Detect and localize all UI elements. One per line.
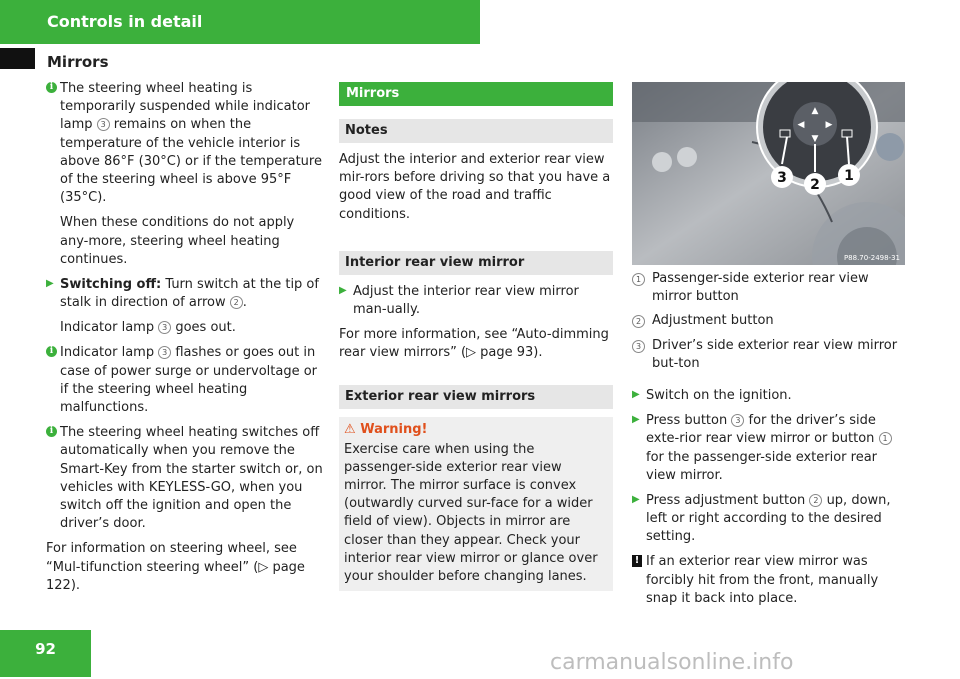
step-text: Adjust the interior rear view mirror man-ually. <box>353 283 579 317</box>
info-note <box>46 80 323 269</box>
page-number: 92 <box>35 640 56 658</box>
callout-number: 3 <box>158 321 171 334</box>
callout-number: 2 <box>230 296 243 309</box>
section-title: Mirrors <box>47 53 109 71</box>
photo-callout-3: 3 <box>777 170 787 186</box>
info-paragraph: When these conditions do not apply any-more, steering wheel heating continues. <box>60 215 295 267</box>
info-paragraph: Indicator lamp 3 flashes or goes out in case of power surge or undervoltage or if the steering wheel heating malfunctions. <box>60 345 318 415</box>
notes-paragraph: Adjust the interior and exterior rear view mir-rors before driving so that you have a good view of the road and traffic conditions. <box>339 152 611 222</box>
step-text: Switching off: Turn switch at the tip of stalk in direction of arrow 2 . <box>60 276 319 311</box>
svg-text:▲: ▲ <box>811 106 819 116</box>
cross-reference: For information on steering wheel, see “Mul-tifunction steering wheel” (▷ page 122). <box>46 541 305 593</box>
info-paragraph: The steering wheel heating switches off automatically when you remove the Smart-Key from the starter switch or, on vehicles with KEYLESS-GO, when you switch off the ignition and open the driver’s door. <box>60 425 323 532</box>
photo-callout-2: 2 <box>810 177 820 193</box>
photo-callout-1: 1 <box>844 168 854 184</box>
step-text: Switch on the ignition. <box>646 387 792 403</box>
column-1 <box>46 80 323 602</box>
note-item <box>632 553 908 608</box>
callout-number: 3 <box>731 414 744 427</box>
arrow-bullet-icon: ▶ <box>632 493 640 505</box>
note-text: If an exterior rear view mirror was forcibly hit from the front, manually snap it back into place. <box>646 554 879 606</box>
legend-item: 2 Adjustment button <box>632 312 908 330</box>
column-2 <box>339 82 613 591</box>
legend-item: 3 Driver’s side exterior rear view mirror but-ton <box>632 337 908 373</box>
step-item <box>632 412 908 485</box>
callout-number: 3 <box>97 118 110 131</box>
subsection-bar-interior: Interior rear view mirror <box>339 251 613 275</box>
legend-number: 2 <box>632 315 645 328</box>
subsection-bar-notes: Notes <box>339 119 613 143</box>
arrow-bullet-icon: ▶ <box>632 414 640 426</box>
callout-number: 3 <box>158 346 171 359</box>
exclamation-icon: ! <box>632 555 642 567</box>
subsection-bar-exterior: Exterior rear view mirrors <box>339 385 613 409</box>
legend-item: 1 Passenger-side exterior rear view mirror button <box>632 270 908 306</box>
column-3 <box>632 270 908 615</box>
page-ref-arrow-icon: ▷ <box>258 559 269 575</box>
warning-box <box>339 417 613 592</box>
chapter-header-bar <box>0 0 480 44</box>
step-item <box>632 387 908 405</box>
callout-number: 1 <box>879 432 892 445</box>
step-text: Press adjustment button 2 up, down, left or right according to the desired setting. <box>646 492 891 545</box>
step-text: Press button 3 for the driver’s side exte-rior rear view mirror or button 1 for the passenger-side exterior rear view mirror. <box>646 412 908 485</box>
arrow-bullet-icon: ▶ <box>339 284 347 296</box>
warning-triangle-icon: ⚠ <box>344 421 356 437</box>
warning-text: Exercise care when using the passenger-side exterior rear view mirror. The mirror surface is convex (outwardly curved sur-face for a wider field of view). Objects in mirror are closer than they appear. Check your interior rear view mirror or glance over your shoulder before changing lanes. <box>344 441 598 584</box>
photo-code: P88.70-2498-31 <box>843 254 900 262</box>
info-note <box>46 344 323 417</box>
page-ref-arrow-icon: ▷ <box>466 345 477 361</box>
step-item <box>46 276 323 338</box>
info-paragraph: The steering wheel heating is temporarily suspended while indicator lamp 3 remains on when the temperature of the vehicle interior is above 86°F (30°C) or if the temperature of the steering wheel is above 95°F (35°C). <box>60 81 322 206</box>
arrow-bullet-icon: ▶ <box>46 277 54 289</box>
step-item <box>339 283 613 319</box>
arrow-bullet-icon: ▶ <box>632 388 640 400</box>
mirror-control-photo <box>632 82 905 265</box>
info-note <box>46 424 323 533</box>
section-marker <box>0 48 35 69</box>
page-number-box <box>0 630 91 677</box>
chapter-title: Controls in detail <box>47 12 203 31</box>
warning-heading: ⚠ Warning! <box>344 421 428 437</box>
cross-reference: For more information, see “Auto-dimming rear view mirrors” (▷ page 93). <box>339 327 609 361</box>
legend-number: 1 <box>632 273 645 286</box>
section-bar-mirrors: Mirrors <box>339 82 613 106</box>
callout-number: 2 <box>809 494 822 507</box>
info-icon: i <box>46 82 57 93</box>
step-item <box>632 492 908 547</box>
svg-text:▼: ▼ <box>811 134 819 144</box>
step-result: Indicator lamp 3 goes out. <box>60 320 236 336</box>
info-icon: i <box>46 346 57 357</box>
info-icon: i <box>46 426 57 437</box>
legend-number: 3 <box>632 340 645 353</box>
svg-text:▶: ▶ <box>825 120 833 130</box>
watermark: carmanualsonline.info <box>550 650 794 675</box>
svg-text:◀: ◀ <box>797 120 805 130</box>
